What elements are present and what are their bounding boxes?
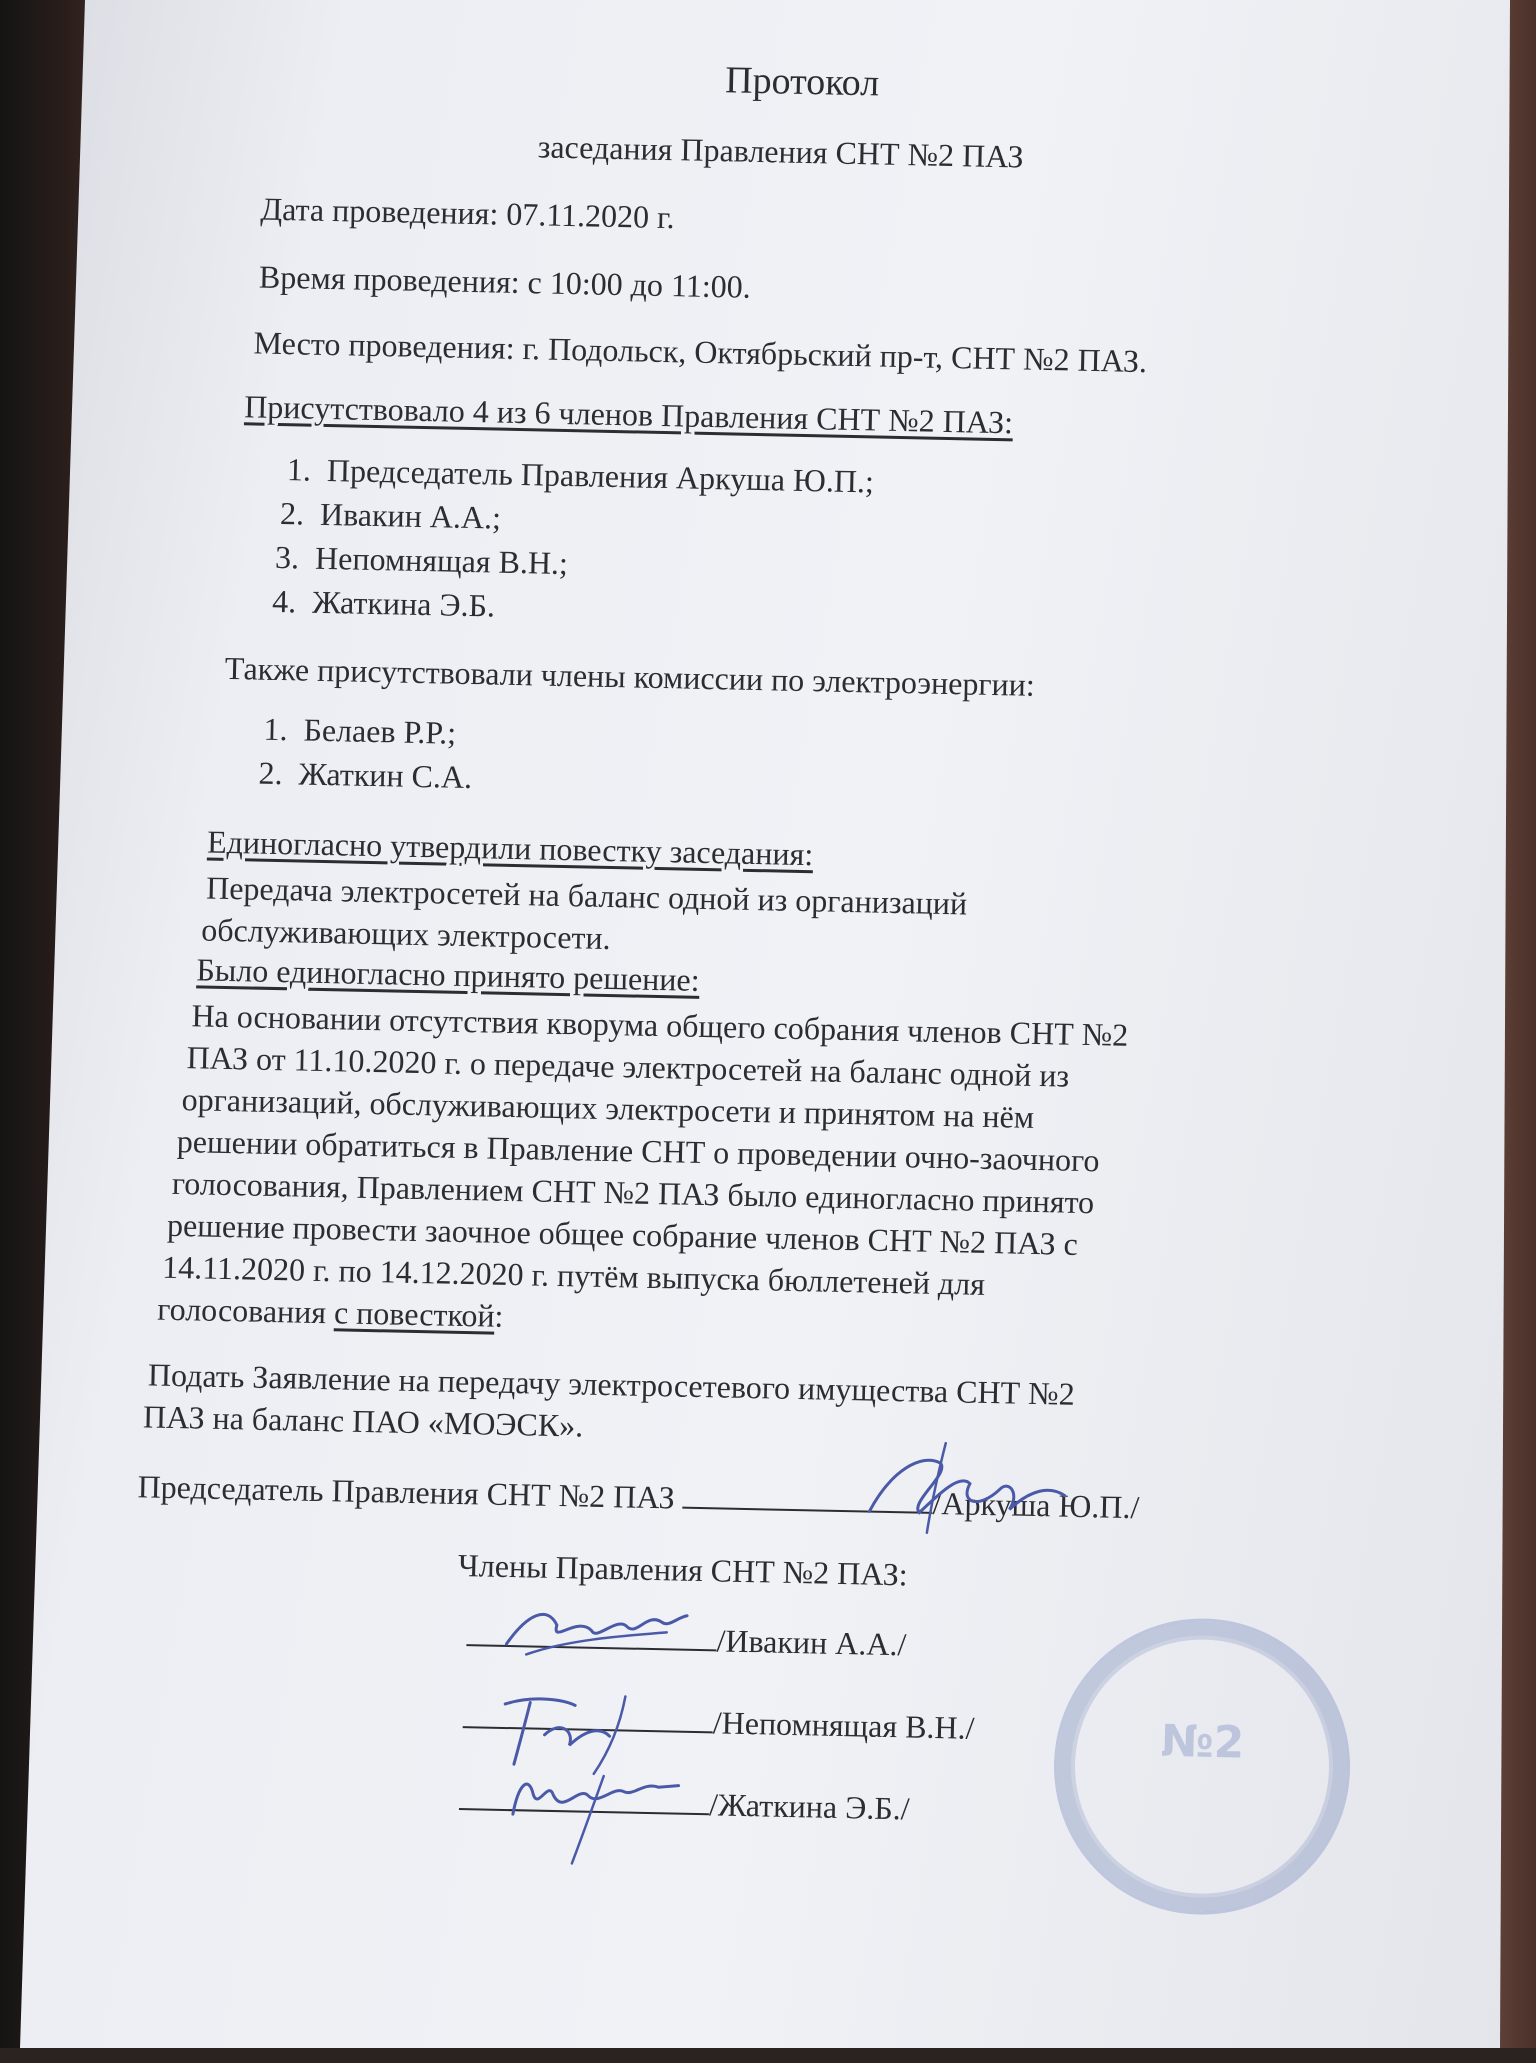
list-item: 2. Жаткин С.А. <box>258 754 473 796</box>
decision-line: решение провести заочное общее собрание членов СНТ №2 ПАЗ с <box>166 1206 1079 1262</box>
chairman-label: Председатель Правления СНТ №2 ПАЗ <box>137 1468 676 1516</box>
signature-blank <box>682 1479 933 1514</box>
decision-line: ПАЗ от 11.10.2020 г. о передаче электросетей на баланс одной из <box>186 1039 1070 1094</box>
document-title: Протокол <box>724 59 880 105</box>
members-header: Члены Правления СНТ №2 ПАЗ: <box>457 1546 908 1593</box>
chairman-name: /Аркуша Ю.П./ <box>932 1484 1140 1526</box>
meeting-place: Место проведения: г. Подольск, Октябрьский пр-т, СНТ №2 ПАЗ. <box>253 324 1148 380</box>
decision-line: На основании отсутствия кворума общего собрания членов СНТ №2 <box>191 997 1129 1053</box>
decision-line: голосования с повесткой: <box>157 1290 504 1334</box>
signature-blank <box>466 1616 717 1651</box>
resolution-line: Подать Заявление на передачу электросетевого имущества СНТ №2 <box>147 1356 1076 1412</box>
decision-line: решении обратиться в Правление СНТ о проведении очно-заочного <box>176 1122 1100 1179</box>
resolution-line: ПАЗ на баланс ПАО «МОЭСК». <box>142 1398 584 1444</box>
decision-line: голосования, Правлением СНТ №2 ПАЗ было единогласно принято <box>171 1164 1095 1221</box>
list-item: 1. Белаев Р.Р.; <box>263 710 457 751</box>
list-item: 3. Непомнящая В.Н.; <box>274 538 569 582</box>
member-signature-line <box>459 1779 910 1828</box>
member-name: /Непомнящая В.Н./ <box>712 1704 975 1746</box>
list-item: 1. Председатель Правления Аркуша Ю.П.; <box>286 451 875 500</box>
commission-header: Также присутствовали члены комиссии по электроэнергии: <box>224 649 1036 703</box>
decision-line: организаций, обслуживающих электросети и принятом на нём <box>181 1081 1035 1135</box>
agenda-header: Единогласно утвердили повестку заседания: <box>206 823 814 873</box>
list-item: 2. Ивакин А.А.; <box>279 495 502 536</box>
signature-blank <box>463 1698 714 1733</box>
signature-blank <box>459 1780 710 1815</box>
member-name: /Жаткина Э.Б./ <box>708 1786 910 1827</box>
member-signature-line <box>462 1697 974 1748</box>
agenda-line: Передача электросетей на баланс одной из организаций <box>205 869 968 922</box>
list-item: 4. Жаткина Э.Б. <box>271 582 496 624</box>
decision-header: Было единогласно принято решение: <box>196 951 700 998</box>
chairman-signature-line <box>137 1466 1140 1527</box>
round-stamp <box>1051 1616 1353 1918</box>
member-name: /Ивакин А.А./ <box>716 1622 907 1663</box>
meeting-date: Дата проведения: 07.11.2020 г. <box>260 190 676 236</box>
stamp-number: №2 <box>1160 1715 1245 1769</box>
document-subtitle: заседания Правления СНТ №2 ПАЗ <box>537 128 1024 175</box>
attended-header: Присутствовало 4 из 6 членов Правления СНТ №2 ПАЗ: <box>243 388 1014 441</box>
member-signature-line <box>466 1615 907 1664</box>
decision-line: 14.11.2020 г. по 14.12.2020 г. путём выпуска бюллетеней для <box>161 1248 986 1302</box>
agenda-line: обслуживающих электросети. <box>200 911 611 957</box>
meeting-time: Время проведения: с 10:00 до 11:00. <box>258 258 752 305</box>
